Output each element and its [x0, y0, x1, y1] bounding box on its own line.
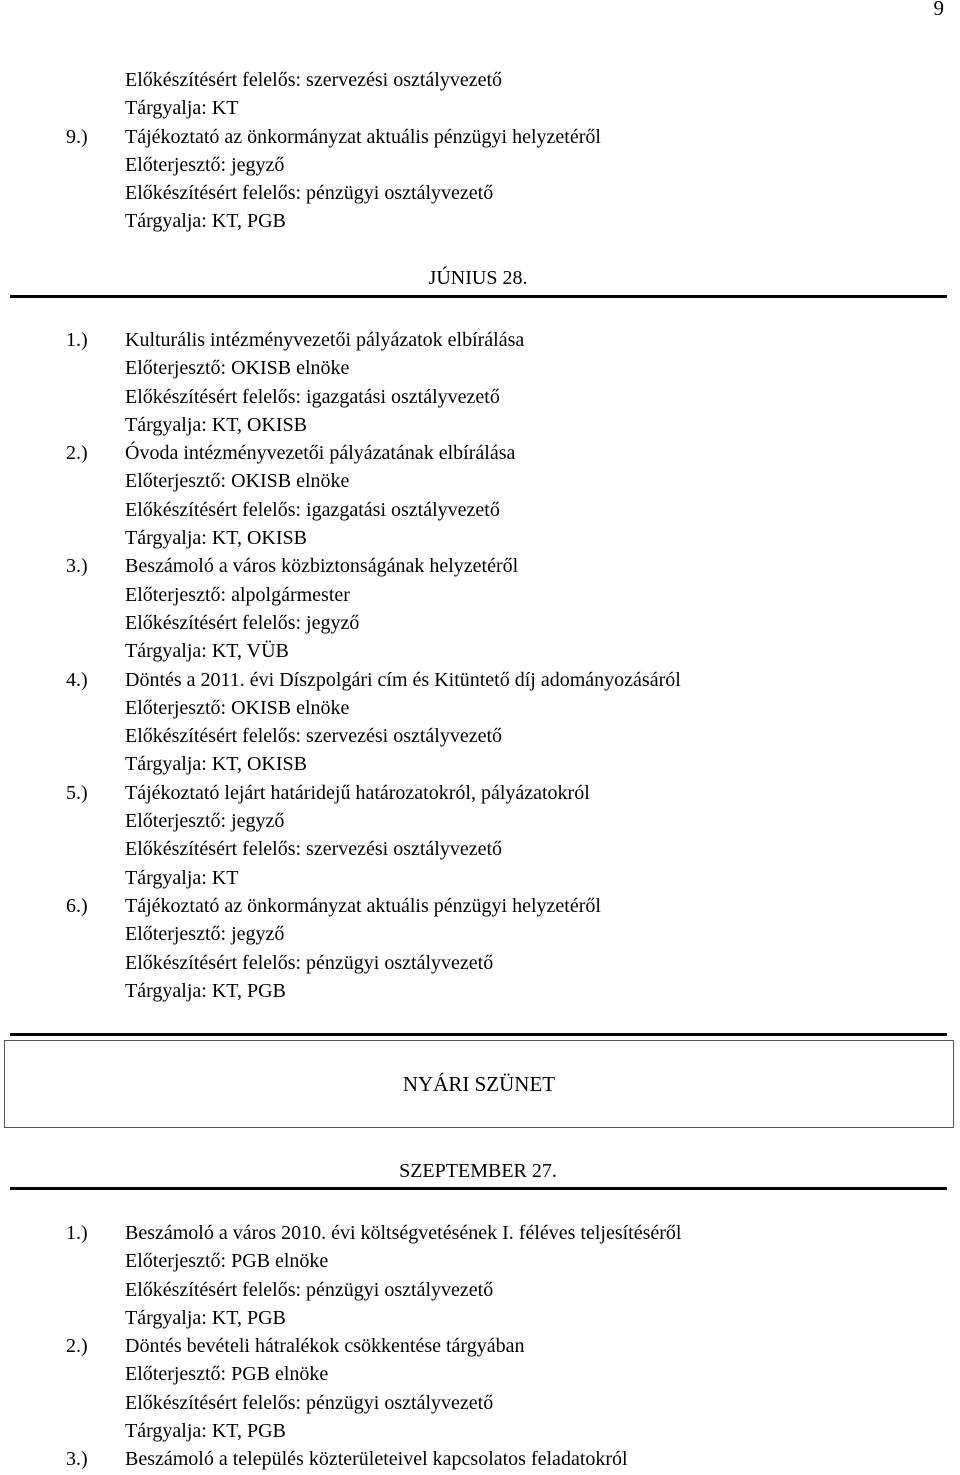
item-number: 1.) [66, 1222, 88, 1244]
agenda-item [66, 892, 946, 1005]
item-title: Döntés a 2011. évi Díszpolgári cím és Kitüntető díj adományozásáról [125, 668, 681, 691]
page-number: 9 [933, 0, 944, 20]
section-divider [10, 295, 947, 298]
item-title: Döntés bevételi hátralékok csökkentése tárgyában [125, 1335, 525, 1358]
item-detail: Előkészítésért felelős: pénzügyi osztályvezető [125, 182, 494, 205]
item-number: 9.) [66, 125, 88, 148]
item-detail: Tárgyalja: KT, OKISB [125, 527, 308, 550]
item-title: Tájékoztató az önkormányzat aktuális pénzügyi helyzetéről [125, 125, 601, 148]
item-title: Beszámoló a város 2010. évi költségvetésének I. féléves teljesítéséről [125, 1222, 682, 1244]
item-number: 4.) [66, 668, 88, 691]
item-detail: Tárgyalja: KT, PGB [125, 210, 286, 233]
section-divider [10, 1187, 947, 1190]
item-detail: Előkészítésért felelős: jegyző [125, 611, 360, 634]
agenda-item [66, 666, 946, 779]
item-detail: Előterjesztő: PGB elnöke [125, 1363, 329, 1386]
agenda-item [66, 1219, 946, 1332]
item-detail: Tárgyalja: KT, VÜB [125, 640, 289, 663]
item-detail: Tárgyalja: KT, PGB [125, 1420, 286, 1443]
item-number: 1.) [66, 329, 88, 351]
item-detail: Előterjesztő: alpolgármester [125, 583, 350, 606]
item-title: Kulturális intézményvezetői pályázatok elbírálása [125, 329, 525, 351]
item-detail: Tárgyalja: KT, PGB [125, 979, 286, 1002]
agenda-item [66, 552, 946, 665]
item-number: 6.) [66, 894, 88, 917]
responsible-line: Előkészítésért felelős: szervezési osztályvezető [125, 69, 503, 91]
agenda-item [66, 439, 946, 552]
september-items [66, 1219, 946, 1474]
item-detail: Előterjesztő: jegyző [125, 153, 285, 176]
item-detail: Előterjesztő: jegyző [125, 810, 285, 833]
item-number: 2.) [66, 1335, 88, 1358]
agenda-item [66, 123, 946, 236]
item-detail: Előkészítésért felelős: pénzügyi osztályvezető [125, 1278, 494, 1301]
item-detail: Tárgyalja: KT, PGB [125, 1306, 286, 1329]
item-detail: Előterjesztő: OKISB elnöke [125, 357, 350, 380]
item-detail: Tárgyalja: KT [125, 866, 239, 889]
item-detail: Előkészítésért felelős: igazgatási osztályvezető [125, 498, 500, 521]
discussed-by-line: Tárgyalja: KT [125, 97, 239, 120]
item-title: Beszámoló a város közbiztonságának helyzetéről [125, 555, 519, 578]
item-detail: Előterjesztő: OKISB elnöke [125, 470, 350, 493]
agenda-item [66, 326, 946, 439]
item-detail: Előkészítésért felelős: pénzügyi osztályvezető [125, 951, 494, 974]
item-detail: Tárgyalja: KT, OKISB [125, 753, 308, 776]
item-detail: Tárgyalja: KT, OKISB [125, 413, 308, 436]
item-title: Tájékoztató lejárt határidejű határozatokról, pályázatokról [125, 781, 590, 804]
item-number: 5.) [66, 781, 88, 804]
agenda-item [66, 1445, 946, 1473]
section-heading-june: JÚNIUS 28. [428, 267, 528, 289]
agenda-item [66, 779, 946, 892]
item-number: 3.) [66, 555, 88, 578]
intro-section [66, 66, 946, 236]
item-title: Tájékoztató az önkormányzat aktuális pénzügyi helyzetéről [125, 894, 601, 917]
item-detail: Előkészítésért felelős: igazgatási osztályvezető [125, 385, 500, 408]
item-detail: Előkészítésért felelős: pénzügyi osztályvezető [125, 1391, 494, 1414]
section-heading-september: SZEPTEMBER 27. [399, 1160, 557, 1182]
item-title: Óvoda intézményvezetői pályázatának elbírálása [125, 442, 516, 465]
item-detail: Előkészítésért felelős: szervezési osztályvezető [125, 725, 503, 748]
item-title: Beszámoló a település közterületeivel kapcsolatos feladatokról [125, 1448, 628, 1471]
section-divider [10, 1033, 947, 1036]
item-number: 2.) [66, 442, 88, 465]
item-detail: Előkészítésért felelős: szervezési osztályvezető [125, 838, 503, 861]
summer-break-box: NYÁRI SZÜNET [4, 1040, 954, 1128]
june-items [66, 326, 946, 1005]
item-detail: Előterjesztő: PGB elnöke [125, 1250, 329, 1273]
item-detail: Előterjesztő: jegyző [125, 923, 285, 946]
item-detail: Előterjesztő: OKISB elnöke [125, 696, 350, 719]
item-number: 3.) [66, 1448, 88, 1471]
agenda-item [66, 1332, 946, 1445]
